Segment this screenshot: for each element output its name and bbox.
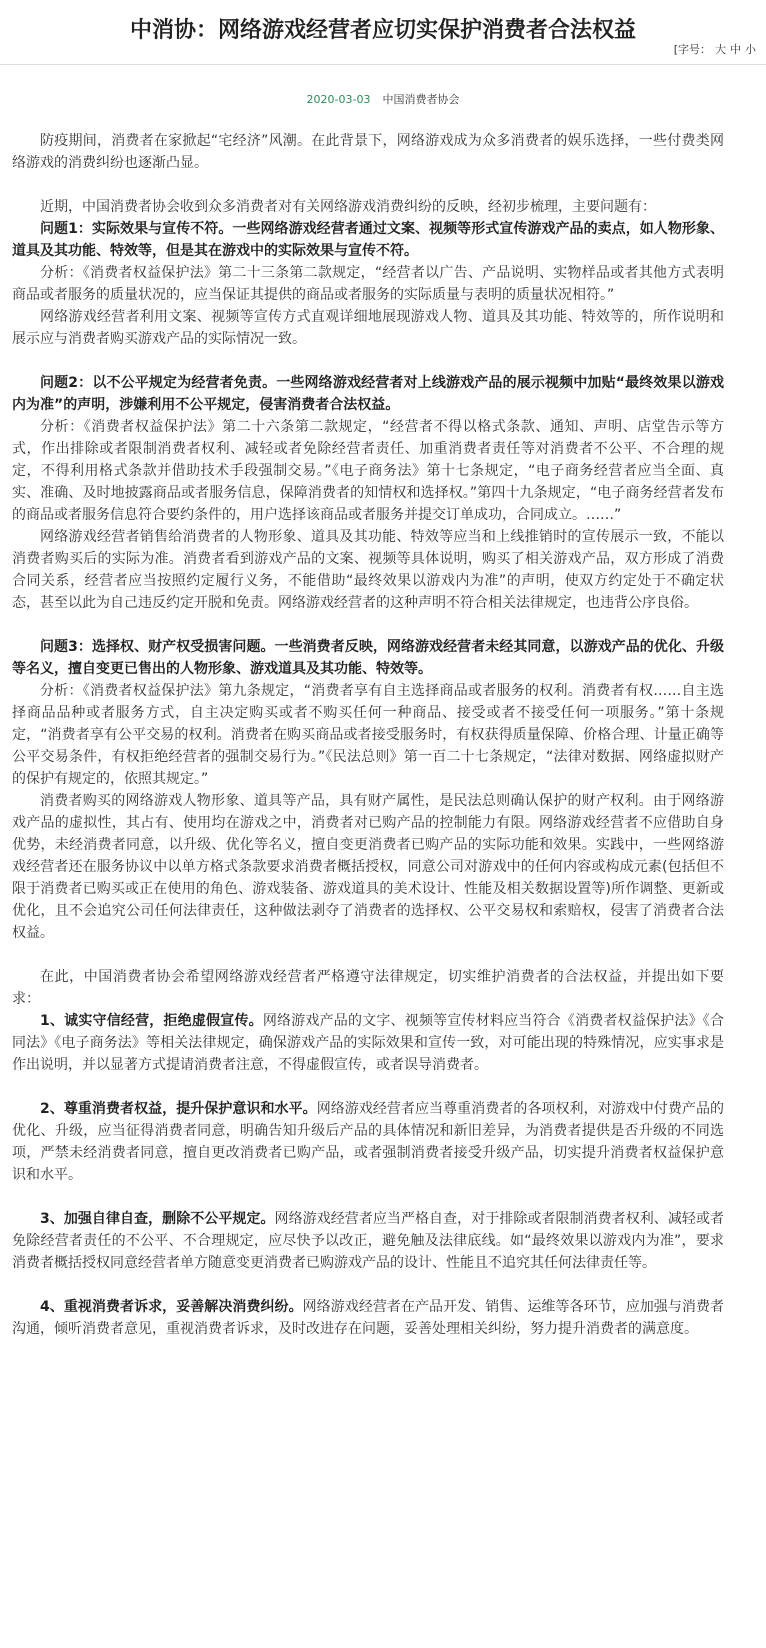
font-size-large-link[interactable]: 大 — [715, 43, 726, 56]
requirement-2-title: 2、尊重消费者权益，提升保护意识和水平。 — [40, 1101, 317, 1117]
issue-2-title — [12, 372, 724, 416]
font-size-medium-link[interactable]: 中 — [730, 43, 741, 56]
requirement-4-text: 网络游戏经营者在产品开发、销售、运维等各环节，应加强与消费者沟通，倾听消费者意见，重视消费者诉求，及时改进存在问题，妥善处理相关纠纷，努力提升消费者的满意度。 — [12, 1299, 724, 1337]
paragraph-summary: 近期，中国消费者协会收到众多消费者对有关网络游戏消费纠纷的反映，经初步梳理，主要问题有： — [40, 199, 656, 215]
issue-2-analysis: 分析：《消费者权益保护法》第二十六条第二款规定，“经营者不得以格式条款、通知、声明、店堂告示等方式，作出排除或者限制消费者权利、减轻或者免除经营者责任、加重消费者责任等对消费者不公平、不合理的规定，不得利用格式条款并借助技术手段强制交易。”《电子商务法》第十七条规定，“电子商务经营者应当全面、真实、准确、及时地披露商品或者服务信息，保障消费者的知情权和选择权。”第四十九条规定，“电子商务经营者发布的商品或者服务信息符合要约条件的，用户选择该商品或者服务并提交订单成功，合同成立。……” — [12, 419, 724, 523]
issue-3-analysis: 分析：《消费者权益保护法》第九条规定，“消费者享有自主选择商品或者服务的权利。消费者有权……自主选择商品品种或者服务方式，自主决定购买或者不购买任何一种商品、接受或者不接受任何一项服务。”第十条规定，“消费者享有公平交易的权利。消费者在购买商品或者接受服务时，有权获得质量保障、价格合理、计量正确等公平交易条件，有权拒绝经营者的强制交易行为。”《民法总则》第一百二十七条规定，“法律对数据、网络虚拟财产的保护有规定的，依照其规定。” — [12, 683, 724, 787]
requirement-2 — [12, 1098, 724, 1186]
issue-1-analysis: 分析：《消费者权益保护法》第二十三条第二款规定，“经营者以广告、产品说明、实物样品或者其他方式表明商品或者服务的质量状况的，应当保证其提供的商品或者服务的实际质量与表明的质量状况相符。” — [12, 265, 724, 303]
issue-2-title-text: 问题2：以不公平规定为经营者免责。一些网络游戏经营者对上线游戏产品的展示视频中加贴“最终效果以游戏内为准”的声明，涉嫌利用不公平规定，侵害消费者合法权益。 — [12, 375, 724, 413]
requirements-intro: 在此，中国消费者协会希望网络游戏经营者严格遵守法律规定，切实维护消费者的合法权益，并提出如下要求： — [12, 969, 724, 1007]
issue-2-comment: 网络游戏经营者销售给消费者的人物形象、道具及其功能、特效等应当和上线推销时的宣传展示一致，不能以消费者购买后的实际为准。消费者看到游戏产品的文案、视频等具体说明，购买了相关游戏产品，双方形成了消费合同关系，经营者应当按照约定履行义务，不能借助“最终效果以游戏内为准”的声明，使双方约定处于不确定状态，甚至以此为自己违反约定开脱和免责。网络游戏经营者的这种声明不符合相关法律规定，也违背公序良俗。 — [12, 529, 724, 611]
font-size-small-link[interactable]: 小 — [745, 43, 756, 56]
font-size-label: [字号： — [673, 43, 711, 56]
article-body — [12, 130, 724, 1340]
requirement-1-text: 网络游戏产品的文字、视频等宣传材料应当符合《消费者权益保护法》《合同法》《电子商务法》等相关法律规定，确保游戏产品的实际效果和宣传一致，对可能出现的特殊情况，应实事求是作出说明，并以显著方式提请消费者注意，不得虚假宣传，或者误导消费者。 — [12, 1013, 724, 1073]
requirement-3 — [12, 1208, 724, 1274]
page-title: 中消协：网络游戏经营者应切实保护消费者合法权益 — [129, 18, 636, 43]
header-divider — [0, 64, 766, 65]
publish-date: 2020-03-03 — [306, 93, 371, 106]
requirement-4-title: 4、重视消费者诉求，妥善解决消费纠纷。 — [40, 1299, 303, 1315]
paragraph-intro: 防疫期间，消费者在家掀起“宅经济”风潮。在此背景下，网络游戏成为众多消费者的娱乐选择，一些付费类网络游戏的消费纠纷也逐渐凸显。 — [12, 133, 724, 171]
issue-3-comment: 消费者购买的网络游戏人物形象、道具等产品，具有财产属性，是民法总则确认保护的财产权利。由于网络游戏产品的虚拟性，其占有、使用均在游戏之中，消费者对已购产品的控制能力有限。网络游戏经营者不应借助自身优势，未经消费者同意，以升级、优化等名义，擅自变更消费者已购产品的实际功能和效果。实践中，一些网络游戏经营者还在服务协议中以单方格式条款要求消费者概括授权，同意公司对游戏中的任何内容或构成元素(包括但不限于消费者已购买或正在使用的角色、游戏装备、游戏道具的美术设计、性能及相关数据设置等)所作调整、更新或优化，且不会追究公司任何法律责任，这种做法剥夺了消费者的选择权、公平交易权和索赔权，侵害了消费者合法权益。 — [12, 793, 724, 941]
requirement-3-text: 网络游戏经营者应当严格自查，对于排除或者限制消费者权利、减轻或者免除经营者责任的不公平、不合理规定，应尽快予以改正，避免触及法律底线。如“最终效果以游戏内为准”，要求消费者概括授权同意经营者单方随意变更消费者已购游戏产品的设计、性能且不追究其任何法律责任等。 — [12, 1211, 724, 1271]
requirement-1-title: 1、诚实守信经营，拒绝虚假宣传。 — [40, 1013, 263, 1029]
article-meta — [0, 92, 766, 108]
issue-3-title — [12, 636, 724, 680]
issue-1-title — [12, 218, 724, 262]
issue-1-comment: 网络游戏经营者利用文案、视频等宣传方式直观详细地展现游戏人物、道具及其功能、特效等的，所作说明和展示应与消费者购买游戏产品的实际情况一致。 — [12, 309, 724, 347]
issue-1-title-text: 问题1：实际效果与宣传不符。一些网络游戏经营者通过文案、视频等形式宣传游戏产品的卖点，如人物形象、道具及其功能、特效等，但是其在游戏中的实际效果与宣传不符。 — [12, 221, 724, 259]
requirement-3-title: 3、加强自律自查，删除不公平规定。 — [40, 1211, 275, 1227]
requirement-4 — [12, 1296, 724, 1340]
article-source: 中国消费者协会 — [382, 93, 460, 106]
issue-3-title-text: 问题3：选择权、财产权受损害问题。一些消费者反映，网络游戏经营者未经其同意，以游戏产品的优化、升级等名义，擅自变更已售出的人物形象、游戏道具及其功能、特效等。 — [12, 639, 724, 677]
font-size-selector — [674, 42, 756, 58]
requirement-2-text: 网络游戏经营者应当尊重消费者的各项权利，对游戏中付费产品的优化、升级，应当征得消费者同意，明确告知升级后产品的具体情况和新旧差异，为消费者提供是否升级的不同选项，严禁未经消费者同意，擅自更改消费者已购产品，或者强制消费者接受升级产品，切实提升消费者权益保护意识和水平。 — [12, 1101, 724, 1183]
requirement-1 — [12, 1010, 724, 1076]
